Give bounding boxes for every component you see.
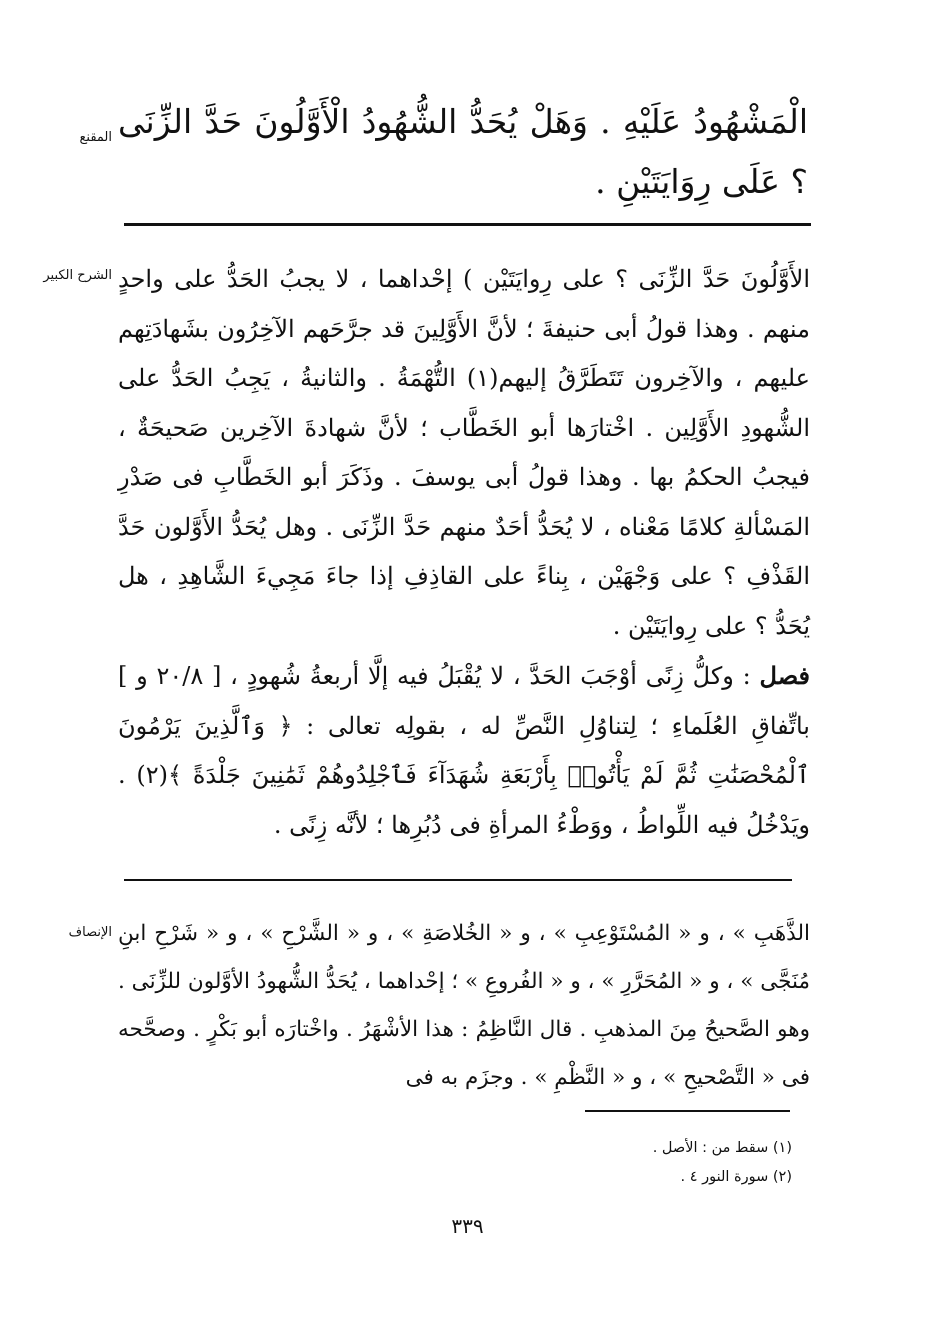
margin-label-sharh: الشرح الكبير <box>43 268 112 283</box>
margin-label-insaf: الإنصاف <box>68 925 112 940</box>
footnotes <box>430 1134 792 1192</box>
margin-label-muqni: المقنع <box>79 130 112 145</box>
insaf-text: الذَّهَبِ » ، و « المُسْتَوْعِبِ » ، و « الخُلاصَةِ » ، و « الشَّرْحِ » ، و « شَرْحِ ابنِ مُنَجَّى » ، و « المُحَرَّرِ » ، و « الفُروعِ » ؛ إحْداهما ، يُحَدُّ الشُّهودُ الأوَّلون للزِّنَى . وهو الصَّحيحُ مِنَ المذهبِ . قال النَّاظِمُ : هذا الأشْهَرُ . واخْتارَه أبو بَكْرٍ . وصحَّحه فى « التَّصْحيحِ » ، و « النَّظْمِ » . وجزَم به فى <box>117 921 810 1090</box>
footnote-1: (١) سقط من : الأصل . <box>652 1140 792 1156</box>
muqni-matn-text: الْمَشْهُودُ عَلَيْهِ . وَهَلْ يُحَدُّ الشُّهُودُ الْأَوَّلُونَ حَدَّ الزِّنَى ؟ عَلَى رِوَايَتَيْنِ . <box>118 102 808 201</box>
footnote-divider <box>585 1110 790 1112</box>
page-number: ٣٣٩ <box>451 1214 484 1238</box>
footnote-2: (٢) سورة النور ٤ . <box>680 1169 792 1185</box>
sharh-paragraph-2-body: : وكلُّ زِنًى أوْجَبَ الحَدَّ ، لا يُقْبَلُ فيه إلَّا أربعةُ شُهودٍ ، [ ٢٠/٨ و ] باتِّفاقِ العُلَماءِ ؛ لِتناوُلِ النَّصِّ له ، بقولِه تعالى : ﴿ وَٱلَّذِينَ يَرْمُونَ ٱلْمُحْصَنَٰتِ ثُمَّ لَمْ يَأْتُوا۟ بِأَرْبَعَةِ شُهَدَآءَ فَٱجْلِدُوهُمْ ثَمَٰنِينَ جَلْدَةً ﴾(٢) . ويَدْخُلُ فيه اللِّواطُ ، ووَطْءُ المرأةِ فى دُبُرِها ؛ لأنَّه زِنًى . <box>118 662 810 839</box>
sharh-paragraph-1: الأَوَّلُونَ حَدَّ الزِّنَى ؟ على رِوايَتَيْن ) إحْداهما ، لا يجبُ الحَدُّ على واحدٍ منهم . وهذا قولُ أبى حنيفةَ ؛ لأنَّ الأَوَّلِينَ قد جرَّحَهم الآخِرُون بشَهادَتِهم عليهم ، والآخِرون تَتَطَرَّقُ إليهم(١) التُّهْمَةُ . والثانيةُ ، يَجِبُ الحَدُّ على الشُّهودِ الأَوَّلِين . اخْتارَها أبو الخَطَّاب ؛ لأنَّ شهادةَ الآخِرين صَحيحَةٌ ، فيجبُ الحكمُ بها . وهذا قولُ أبى يوسفَ . وذَكَرَ أبو الخَطَّابِ فى صَدْرِ المَسْألةِ كلامًا مَعْناه ، لا يُحَدُّ أحَدٌ منهم حَدَّ الزِّنَى . وهل يُحَدُّ الأَوَّلون حَدَّ القَذْفِ ؟ على وَجْهَيْن ، بِناءً على القاذِفِ إذا جاءَ مَجِيءَ الشَّاهِدِ ، هل يُحَدُّ ؟ على رِوايَتَيْن . <box>118 265 810 640</box>
sharh-kabir-text <box>118 255 810 850</box>
section-divider-middle <box>124 879 792 881</box>
section-divider-top <box>124 223 811 226</box>
fasl-heading: فصل <box>759 661 810 690</box>
sharh-paragraph-2 <box>118 651 810 850</box>
